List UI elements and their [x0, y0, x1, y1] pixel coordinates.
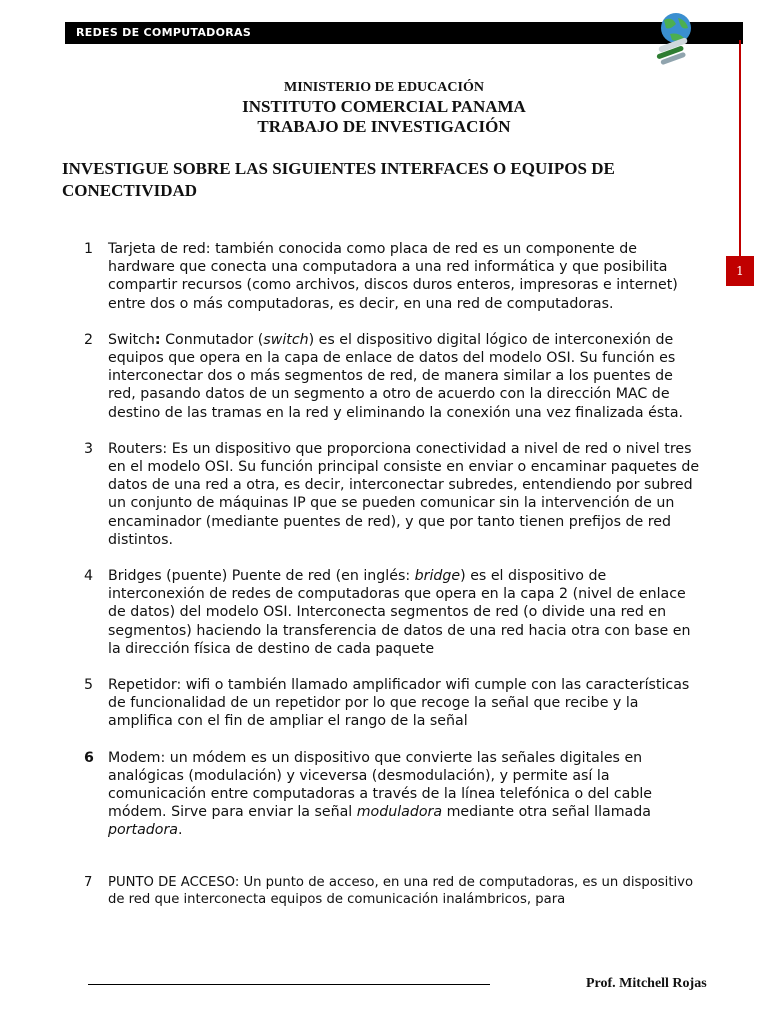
- item-number: 7: [84, 874, 93, 890]
- item-text: PUNTO DE ACCESO: Un punto de acceso, en una red de computadoras, es un dispositivo de red que interconecta equipos de comunicación inalámbricos, para: [108, 874, 694, 907]
- item-text: .: [178, 822, 183, 839]
- header-bar: [65, 22, 743, 44]
- item-number: 5: [84, 677, 94, 694]
- list-item: [62, 440, 702, 549]
- item-text: Routers: Es un dispositivo que proporciona conectividad a nivel de red o nivel tres en el modelo OSI. Su función principal consiste en enviar o encaminar paquetes de datos de una red a otra, es decir, interconectar subredes, entendiendo por subred un conjunto de máquinas IP que se pueden comunicar sin la intervención de un encaminador (mediante puentes de red), y que por tanto tienen prefijos de red distintos.: [108, 440, 700, 548]
- item-text: mediante otra señal llamada: [442, 804, 651, 821]
- list-item: [62, 874, 702, 908]
- item-text: Repetidor: wifi o también llamado amplificador wifi cumple con las características de funcionalidad de un repetidor por lo que recoge la señal que recibe y la amplifica con el fin de ampliar el rango de la señal: [108, 677, 690, 730]
- heading-line-1: INVESTIGUE SOBRE LAS SIGUIENTES INTERFACES O EQUIPOS DE: [62, 159, 615, 178]
- ministry-title: MINISTERIO DE EDUCACIÓN: [284, 80, 484, 95]
- list-item: [62, 676, 702, 731]
- list-item: [62, 331, 702, 422]
- work-title: TRABAJO DE INVESTIGACIÓN: [257, 117, 511, 136]
- page-number: 1: [726, 256, 754, 286]
- item-text: ) es el dispositivo de interconexión de redes de computadoras que opera en la capa 2 (nivel de enlace de datos) del modelo OSI. Interconecta segmentos de red (o divide una red en segmentos) haciendo la transferencia de datos de una red hacia otra con base en la dirección física de destino de cada paquete: [108, 568, 691, 657]
- item-text: Bridges (puente) Puente de red (en inglés:: [108, 568, 415, 585]
- item-italic: moduladora: [356, 804, 443, 821]
- item-number: 2: [84, 331, 94, 348]
- institute-title: INSTITUTO COMERCIAL PANAMA: [242, 97, 526, 116]
- item-number: 3: [84, 440, 94, 457]
- right-margin-rule: [739, 40, 741, 256]
- course-title: REDES DE COMPUTADORAS: [76, 26, 252, 39]
- item-text: Modem: un módem es un dispositivo que convierte las señales digitales en analógicas (modulación) y viceversa (desmodulación), y permite así la comunicación entre computadoras a través de la línea telefónica o del cable módem. Sirve para enviar la señal: [108, 749, 652, 821]
- item-text: ) es el dispositivo digital lógico de interconexión de equipos que opera en la capa de enlace de datos del modelo OSI. Su función es interconectar dos o más segmentos de red, de manera similar a los puentes de red, pasando datos de un segmento a otro de acuerdo con la dirección MAC de destino de las tramas en la red y eliminando la conexión una vez finalizada ésta.: [108, 331, 684, 421]
- item-italic: switch: [263, 331, 309, 348]
- item-italic: bridge: [414, 568, 461, 585]
- list-item: [62, 240, 702, 313]
- item-number: 4: [84, 568, 94, 585]
- item-number: 1: [84, 241, 94, 257]
- assignment-heading: [62, 158, 662, 202]
- device-list: [62, 240, 702, 908]
- title-block: [0, 80, 768, 137]
- list-item: [62, 749, 702, 840]
- heading-line-2: CONECTIVIDAD: [62, 181, 198, 200]
- list-item: [62, 567, 702, 658]
- item-italic: portadora: [108, 822, 178, 839]
- item-text: Tarjeta de red: también conocida como placa de red es un componente de hardware que conecta una computadora a una red informática y que posibilita compartir recursos (como archivos, discos duros enteros, impresoras e internet) entre dos o más computadoras, es decir, en una red de computadoras.: [108, 241, 678, 312]
- item-term: Switch: [108, 331, 155, 348]
- item-number: 6: [84, 749, 94, 766]
- item-text: Conmutador (: [160, 331, 264, 348]
- author-name: Prof. Mitchell Rojas: [586, 976, 707, 991]
- network-globe-icon: [650, 10, 698, 66]
- footer-rule: [88, 984, 490, 985]
- item-term-colon: :: [154, 331, 161, 348]
